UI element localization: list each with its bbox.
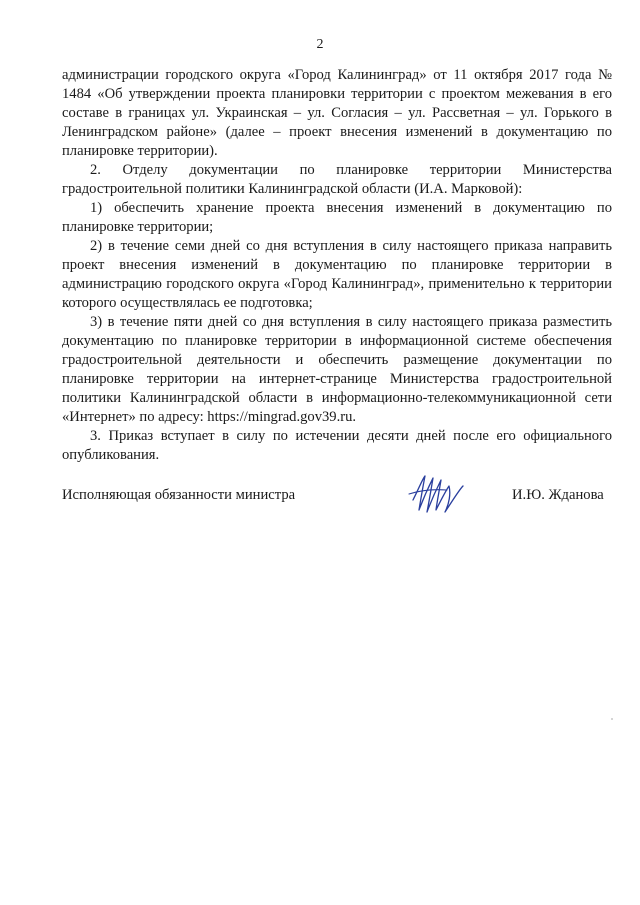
paragraph-subitem-3: 3) в течение пяти дней со дня вступления в силу настоящего приказа разместить документацию по планировке территории в информационной системе обеспечения градостроительной деятельности и обеспечить размещение документации по планировке территории на интернет-странице Министерства градостроительной политики Калининградской области в информационно-телекоммуникационной сети «Интернет» по адресу: https://mingrad.gov39.ru. — [62, 314, 612, 425]
paragraph-continuation: администрации городского округа «Город Калининград» от 11 октября 2017 года № 1484 «Об утверждении проекта планировки территории с проектом межевания в его составе в границах ул. Украинская – ул. Согласия – ул. Рассветная – ул. Горького в Ленинградском районе» (далее – проект внесения изменений в документацию по планировке территории). — [62, 67, 612, 159]
paragraph-item-2: 2. Отделу документации по планировке территории Министерства градостроительной политики Калининградской области (И.А. Марковой): — [62, 162, 612, 197]
page-number: 2 — [316, 37, 324, 52]
paragraph-subitem-1: 1) обеспечить хранение проекта внесения изменений в документацию по планировке территории; — [62, 200, 612, 235]
paragraph-item-3: 3. Приказ вступает в силу по истечении десяти дней после его официального опубликования. — [62, 428, 612, 463]
document-body — [62, 66, 612, 465]
signatory-name: И.Ю. Жданова — [512, 487, 604, 503]
handwritten-signature — [405, 470, 475, 520]
signatory-title: Исполняющая обязанности министра — [62, 487, 296, 503]
paragraph-subitem-2: 2) в течение семи дней со дня вступления в силу настоящего приказа направить проект внесения изменений в документацию по планировке территории в администрацию городского округа «Город Калининград», применительно к территории которого осуществлялась ее подготовка; — [62, 238, 612, 311]
scan-speck — [611, 718, 613, 720]
